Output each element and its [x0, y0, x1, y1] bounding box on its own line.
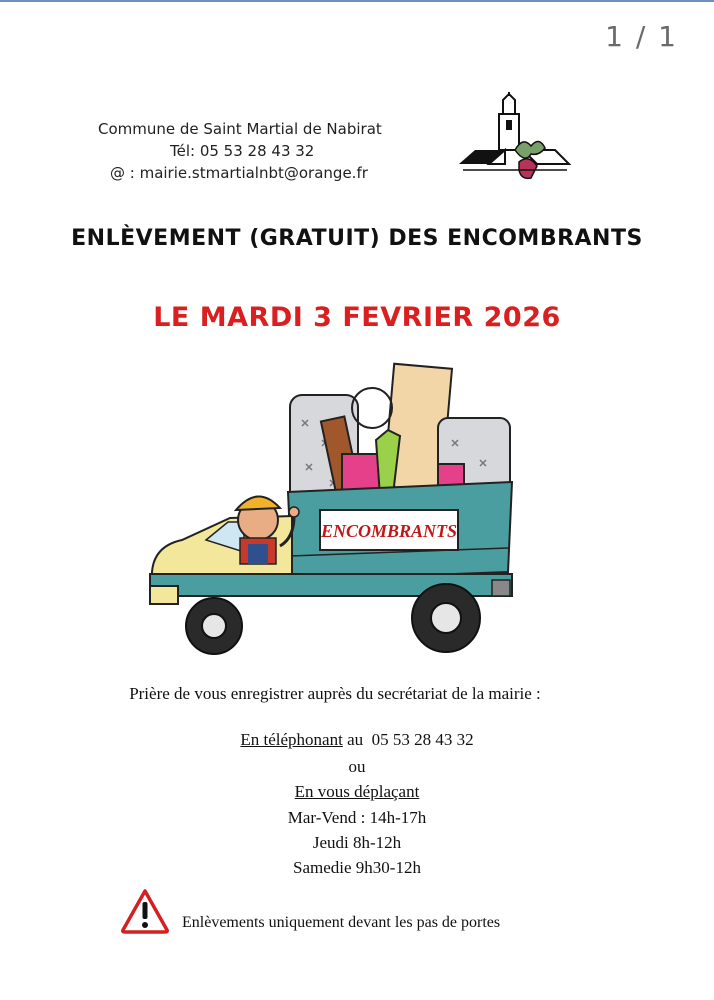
truck-illustration [140, 360, 520, 660]
truck-sign: ENCOMBRANTS [320, 521, 458, 541]
visit-label: En vous déplaçant [294, 782, 420, 801]
warning-text: Enlèvements uniquement devant les pas de portes [182, 914, 501, 931]
commune-phone: Tél: 05 53 28 43 32 [170, 142, 315, 160]
commune-name: Commune de Saint Martial de Nabirat [98, 120, 382, 138]
hours-thursday: Jeudi 8h-12h [312, 833, 402, 852]
viewer-top-border [0, 0, 714, 2]
rear-wheel-icon [412, 584, 480, 652]
hours-weekdays: Mar-Vend : 14h-17h [287, 808, 427, 827]
warning-triangle-icon [120, 888, 170, 934]
phone-line [0, 730, 714, 750]
register-intro: Prière de vous enregistrer auprès du secrétariat de la mairie : [129, 684, 541, 703]
village-logo-icon [455, 92, 575, 188]
phone-connector: au [347, 730, 364, 749]
hours-saturday: Samedie 9h30-12h [293, 858, 421, 877]
event-date: LE MARDI 3 FEVRIER 2026 [153, 302, 561, 333]
document-title: ENLÈVEMENT (GRATUIT) DES ENCOMBRANTS [71, 226, 643, 251]
phone-number: 05 53 28 43 32 [371, 730, 474, 749]
commune-email: @ : mairie.stmartialnbt@orange.fr [110, 164, 368, 182]
or-text: ou [348, 757, 366, 776]
page-indicator: 1 / 1 [605, 20, 678, 53]
phone-label: En téléphonant [240, 730, 343, 749]
front-wheel-icon [186, 598, 242, 654]
